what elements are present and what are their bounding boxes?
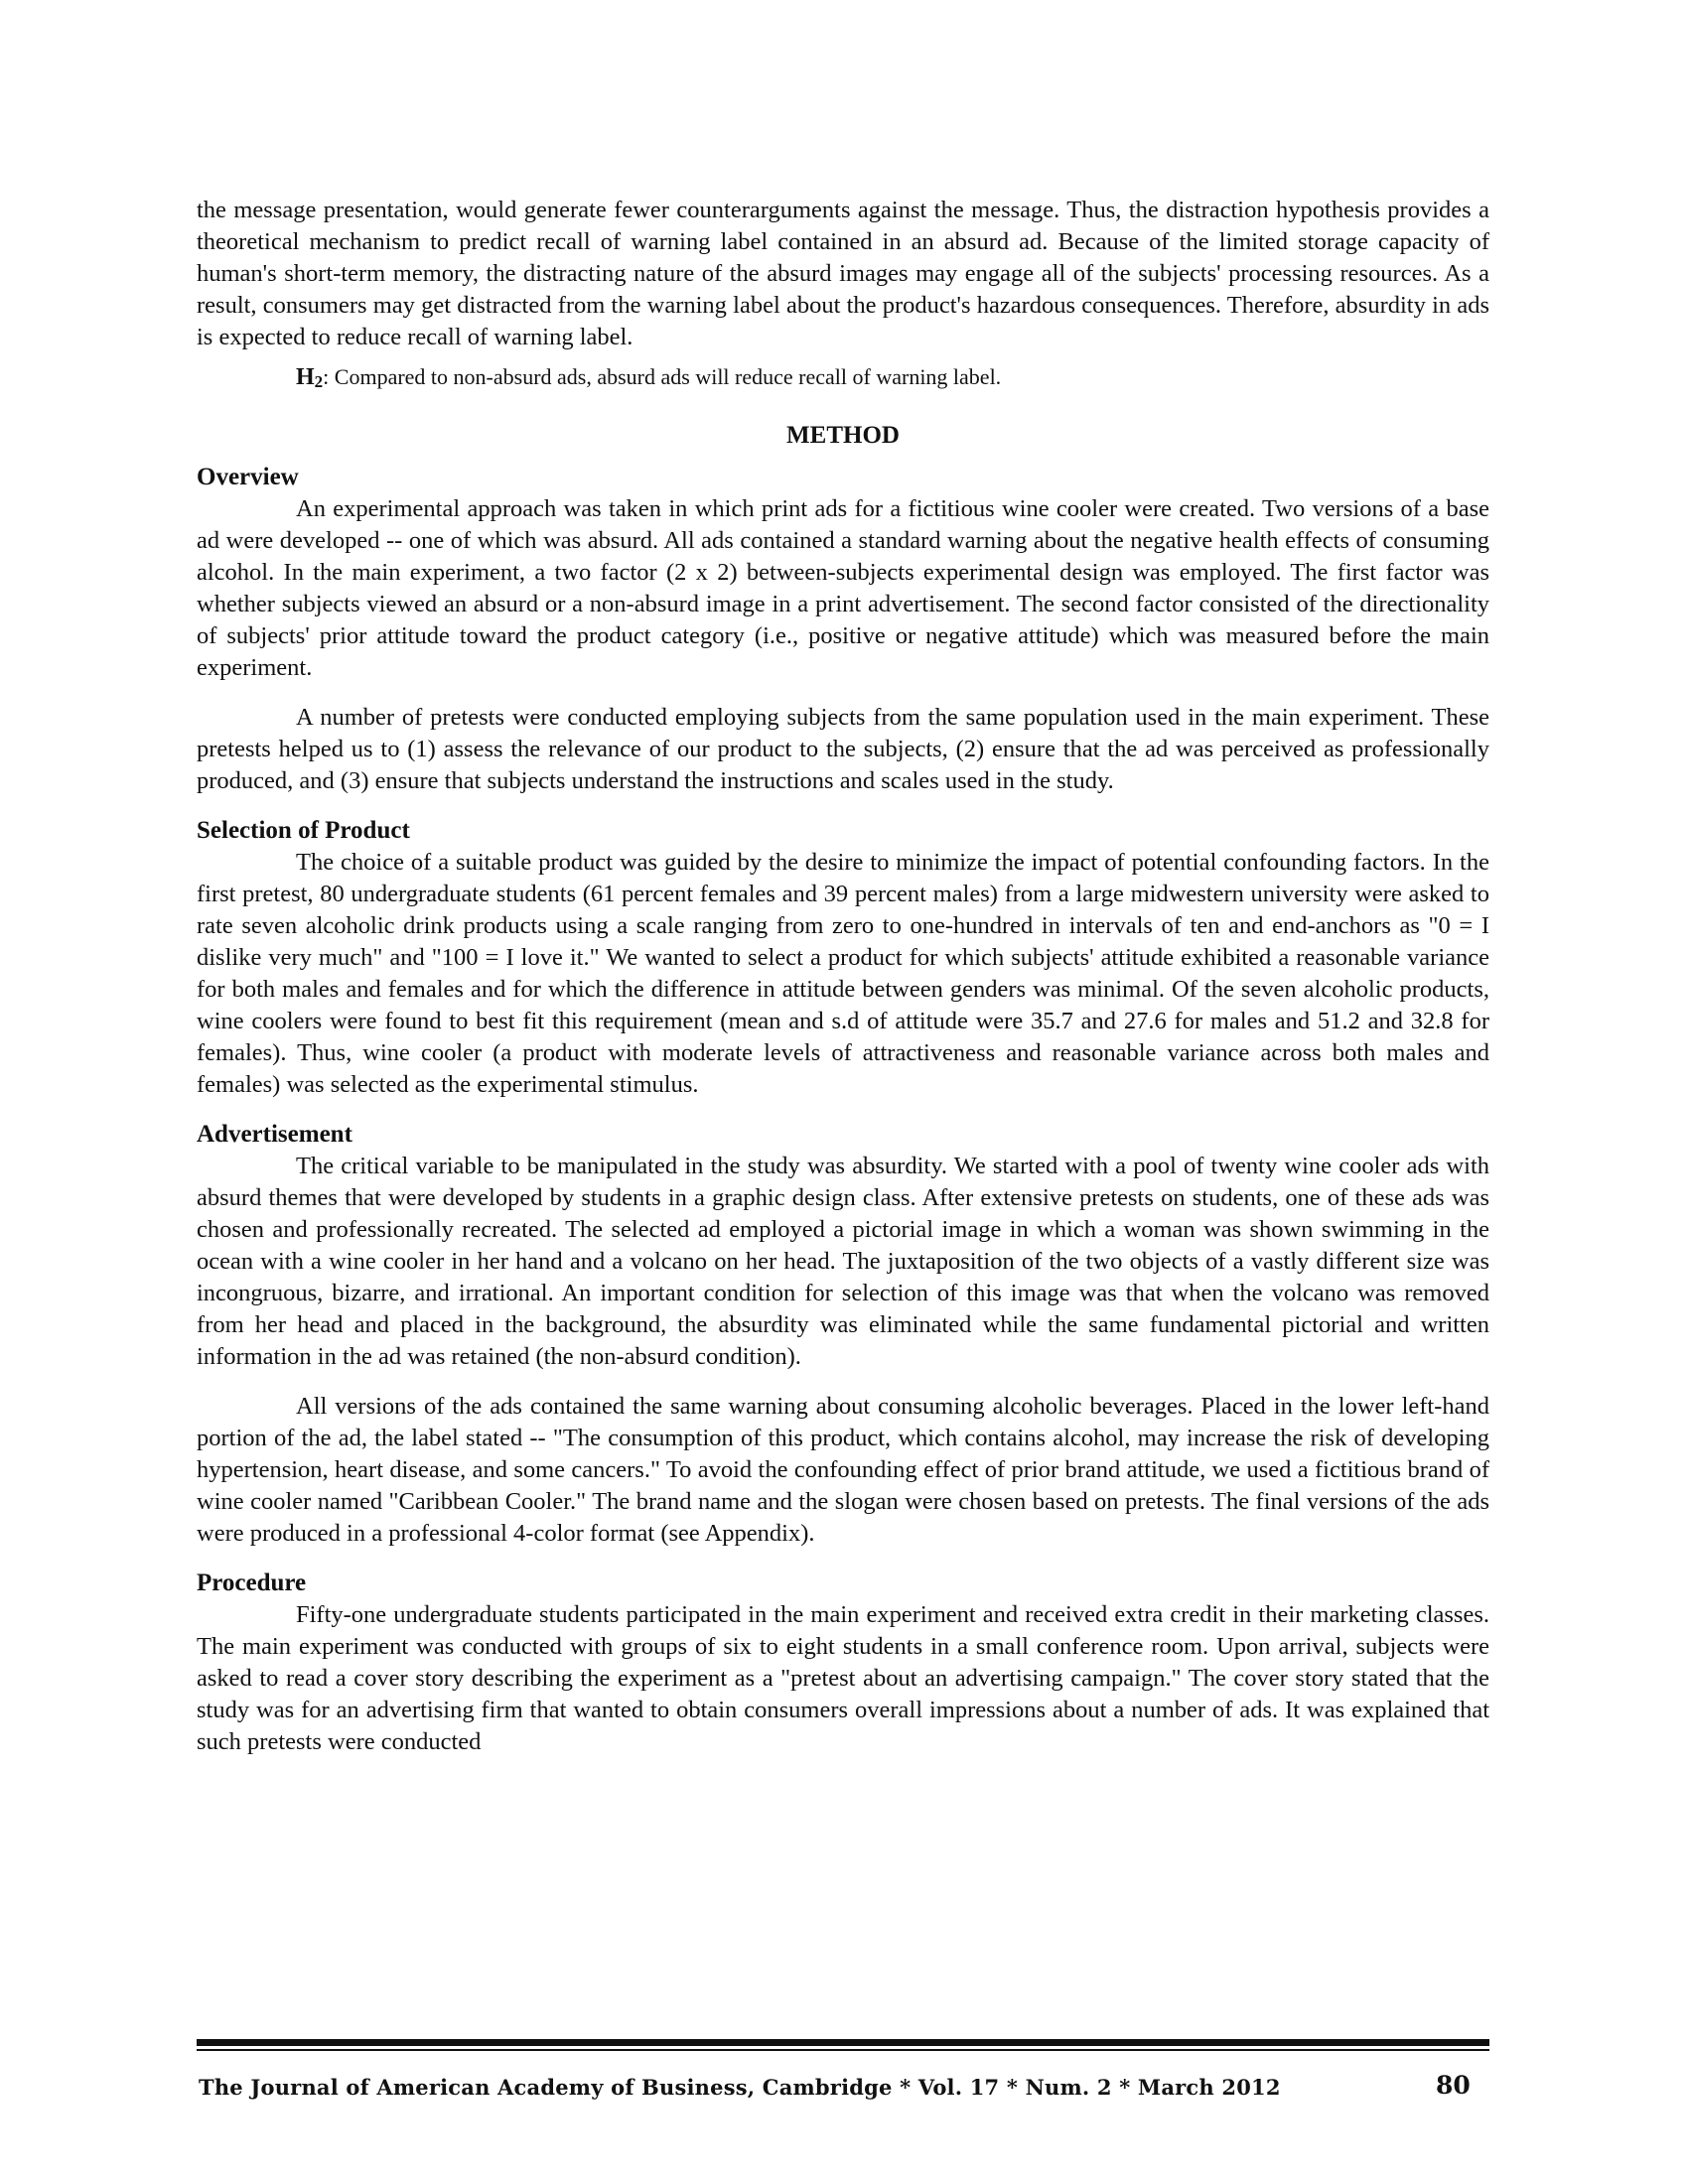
hypothesis-subscript: 2 — [314, 372, 324, 391]
hypothesis-text: : Compared to non-absurd ads, absurd ads will reduce recall of warning label. — [323, 364, 1002, 389]
footer-page-number: 80 — [1436, 2071, 1471, 2100]
hypothesis-h2 — [197, 361, 1489, 398]
overview-heading: Overview — [197, 464, 299, 490]
footer-journal-citation: The Journal of American Academy of Business, Cambridge * Vol. 17 * Num. 2 * March 2012 — [199, 2075, 1281, 2100]
selection-paragraph-1: The choice of a suitable product was guided by the desire to minimize the impact of potential confounding factors. In the first pretest, 80 undergraduate students (61 percent females and 39 percent males) from a large midwestern university were asked to rate seven alcoholic drink products using a scale ranging from zero to one-hundred in intervals of ten and end-anchors as "0 = I dislike very much" and "100 = I love it." We wanted to select a product for which subjects' attitude exhibited a reasonable variance for both males and females and for which the difference in attitude between genders was minimal. Of the seven alcoholic products, wine coolers were found to best fit this requirement (mean and s.d of attitude were 35.7 and 27.6 for males and 51.2 and 32.8 for females). Thus, wine cooler (a product with moderate levels of attractiveness and reasonable variance across both males and females) was selected as the experimental stimulus. — [197, 849, 1489, 1098]
advertisement-paragraph-2: All versions of the ads contained the same warning about consuming alcoholic beverages. Placed in the lower left-hand portion of the ad, the label stated -- "The consumption of this product, which contains alcohol, may increase the risk of developing hypertension, heart disease, and some cancers." To avoid the confounding effect of prior brand attitude, we used a fictitious brand of wine cooler named "Caribbean Cooler." The brand name and the slogan were chosen based on pretests. The final versions of the ads were produced in a professional 4-color format (see Appendix). — [197, 1393, 1489, 1547]
method-heading: METHOD — [786, 422, 900, 449]
footer-rule-thick — [197, 2039, 1489, 2046]
intro-paragraph: the message presentation, would generate fewer counterarguments against the message. Thus, the distraction hypothesis provides a theoretical mechanism to predict recall of warning label contained in an absurd ad. Because of the limited storage capacity of human's short-term memory, the distracting nature of the absurd images may engage all of the subjects' processing resources. As a result, consumers may get distracted from the warning label about the product's hazardous consequences. Therefore, absurdity in ads is expected to reduce recall of warning label. — [197, 197, 1489, 350]
advertisement-paragraph-1: The critical variable to be manipulated in the study was absurdity. We started with a pool of twenty wine cooler ads with absurd themes that were developed by students in a graphic design class. After extensive pretests on students, one of these ads was chosen and professionally recreated. The selected ad employed a pictorial image in which a woman was shown swimming in the ocean with a wine cooler in her hand and a volcano on her head. The juxtaposition of the two objects of a vastly different size was incongruous, bizarre, and irrational. An important condition for selection of this image was that when the volcano was removed from her head and placed in the background, the absurdity was eliminated while the same fundamental pictorial and written information in the ad was retained (the non-absurd condition). — [197, 1153, 1489, 1370]
procedure-paragraph-1: Fifty-one undergraduate students participated in the main experiment and received extra credit in their marketing classes. The main experiment was conducted with groups of six to eight students in a small conference room. Upon arrival, subjects were asked to read a cover story describing the experiment as a "pretest about an advertising campaign." The cover story stated that the study was for an advertising firm that wanted to obtain consumers overall impressions about a number of ads. It was explained that such pretests were conducted — [197, 1601, 1489, 1755]
footer-rule-thin — [197, 2049, 1489, 2051]
procedure-heading: Procedure — [197, 1570, 307, 1596]
overview-paragraph-2: A number of pretests were conducted employing subjects from the same population used in the main experiment. These pretests helped us to (1) assess the relevance of our product to the subjects, (2) ensure that the ad was perceived as professionally produced, and (3) ensure that subjects understand the instructions and scales used in the study. — [197, 704, 1489, 794]
advertisement-heading: Advertisement — [197, 1121, 352, 1148]
overview-paragraph-1: An experimental approach was taken in which print ads for a fictitious wine cooler were created. Two versions of a base ad were developed -- one of which was absurd. All ads contained a standard warning about the negative health effects of consuming alcohol. In the main experiment, a two factor (2 x 2) between-subjects experimental design was employed. The first factor was whether subjects viewed an absurd or a non-absurd image in a print advertisement. The second factor consisted of the directionality of subjects' prior attitude toward the product category (i.e., positive or negative attitude) which was measured before the main experiment. — [197, 495, 1489, 681]
page-body — [197, 195, 1489, 1758]
hypothesis-label: $H_2$ — [296, 364, 324, 391]
selection-heading: Selection of Product — [197, 817, 410, 844]
